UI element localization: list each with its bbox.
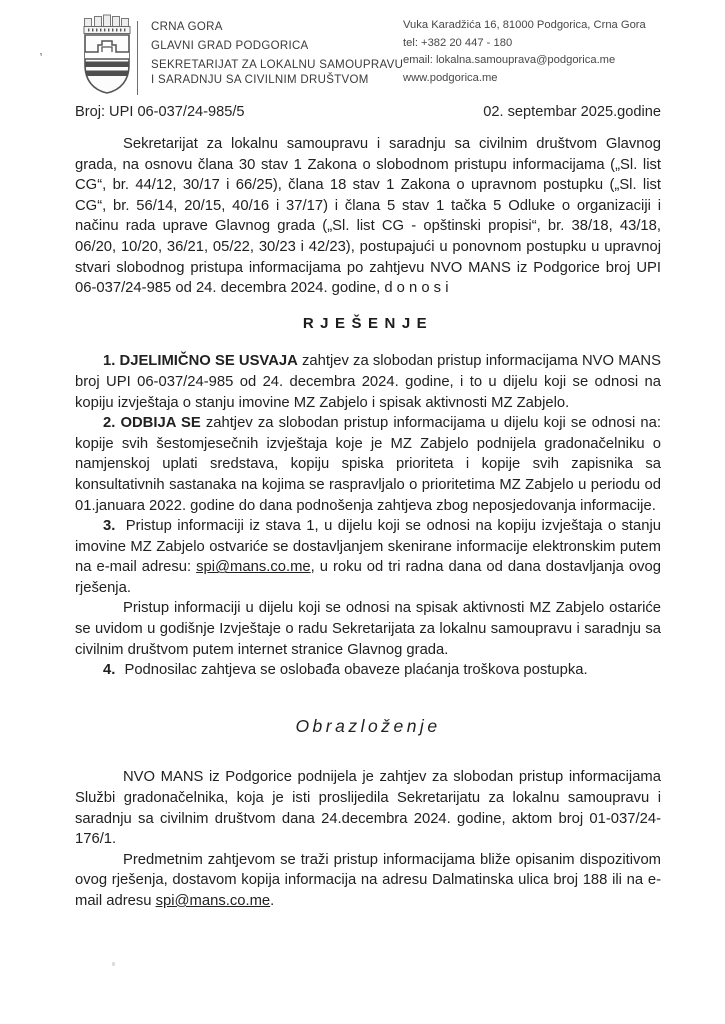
contact-email: email: lokalna.samouprava@podgorica.me [403,54,616,66]
scan-artifact-speck [112,962,115,966]
scan-artifact-mark: ’ [38,49,44,66]
letterhead-divider [137,21,138,95]
explanation-2-email-link: spi@mans.co.me [155,893,271,909]
decision-item-4 [75,660,661,681]
item-1-text: zahtjev za slobodan pristup informacijama NVO MANS broj UPI 06-037/24-985 od 24. decembra 2024. godine, i to u dijelu koji se odnosi na kopiju izvještaja o stanju imovine MZ Zabjelo i spisak aktivnosti MZ Zabjelo. [75,353,661,411]
org-secretariat-line1: SEKRETARIJAT ZA LOKALNU SAMOUPRAVU [151,59,404,71]
contact-website: www.podgorica.me [403,71,498,84]
item-2-lead: 2. ODBIJA SE [103,415,201,432]
item-3-number: 3. [103,518,116,535]
decision-item-1 [75,351,661,413]
decision-item-3 [75,516,661,598]
org-secretariat-line2: I SARADNJU SA CIVILNIM DRUŠTVOM [151,74,369,86]
reference-date: 02. septembar 2025.godine [483,104,661,120]
org-country: CRNA GORA [151,21,223,33]
podgorica-coat-of-arms-icon [80,14,134,100]
explanation-2-text-after: . [270,893,275,909]
decision-title: RJEŠENJE [302,314,434,332]
item-1-lead: 1. DJELIMIČNO SE USVAJA [103,353,298,370]
item-3-text-after: , u roku od tri radna dana od dana dostavljanja ovog rješenja. [75,559,662,596]
document-body [75,134,661,912]
explanation-title: Obrazloženje [295,715,441,736]
item-4-text: Podnosilac zahtjeva se oslobađa obaveze plaćanja troškova postupka. [120,662,588,679]
decision-item-3-subparagraph: Pristup informaciji u dijelu koji se odnosi na spisak aktivnosti MZ Zabjelo ostariće se uvidom u godišnje Izvještaje o radu Sekretarijata za lokalnu samoupravu i saradnju sa civilnim društvom putem internet stranice Glavnog grada. [75,600,661,658]
item-3-email-link: spi@mans.co.me [196,559,311,576]
intro-paragraph: Sekretarijat za lokalnu samoupravu i saradnju sa civilnim društvom Glavnog grada, na osnovu člana 30 stav 1 Zakona o slobodnom pristupu informacijama („Sl. list CG“, br. 44/12, 30/17 i 66/25), člana 18 stav 1 Zakona o upravnom postupku („Sl. list CG“, br. 56/14, 20/15, 40/16 i 37/17) i člana 5 stav 1 tačka 5 Odluke o organizaciji i načinu rada uprave Glavnog grada („Sl. list CG - opštinski propisi“, br. 38/18, 43/18, 06/20, 10/20, 36/21, 05/22, 30/23 i 42/23), postupajući u ponovnom postupku u upravnoj stvari slobodnog pristupa informacijama po zahtjevu NVO MANS iz Podgorice broj UPI 06-037/24-985 od 24. decembra 2024. godine, d o n o s i [75,136,661,297]
decision-item-2 [75,413,661,516]
reference-row [75,104,661,120]
org-city: GLAVNI GRAD PODGORICA [151,40,309,52]
reference-number: Broj: UPI 06-037/24-985/5 [75,104,245,120]
item-4-number: 4. [103,662,116,679]
contact-address: Vuka Karadžića 16, 81000 Podgorica, Crna Gora [403,19,646,31]
explanation-2-text-before: Predmetnim zahtjevom se traži pristup informacijama bliže opisanim dispozitivom ovog rješenja, dostavom kopija informacija na adresu Dalmatinska ulica broj 188 ili na e-mail adresu [75,851,661,909]
item-2-text: zahtjev za slobodan pristup informacijama u dijelu koji se odnosi na: kopije svih šestomjesečnih izvještaja koje je MZ Zabjelo podnijela gradonačelniku o namjenskoj uplati sredstava, kopiju spiska prioriteta i kopije svih zapisnika sa konsultativnih sastanaka na kojima se raspravljalo o prioritetima MZ Zabjelo u periodu od 01.januara 2022. godine do dana podnošenja zahtjeva zbog neposjedovanja informacije. [75,415,661,514]
explanation-paragraph-1: NVO MANS iz Podgorice podnijela je zahtjev za slobodan pristup informacijama Službi gradonačelnika, koja je isti proslijedila Sekretarijatu za lokalnu samoupravu i saradnju sa civilnim društvom dana 24.decembra 2024. godine, aktom broj 01-037/24-176/1. [75,769,661,848]
organization-block [151,21,404,87]
explanation-paragraph-2 [75,850,661,912]
contact-block [403,17,693,87]
item-3-text-before: Pristup informaciji iz stava 1, u dijelu koji se odnosi na kopiju izvještaja o stanju imovine MZ Zabjelo ostvariće se dostavljanjem skenirane informacije elektronskim putem na e-mail adresu: [75,518,661,576]
contact-phone: tel: +382 20 447 - 180 [403,36,513,49]
